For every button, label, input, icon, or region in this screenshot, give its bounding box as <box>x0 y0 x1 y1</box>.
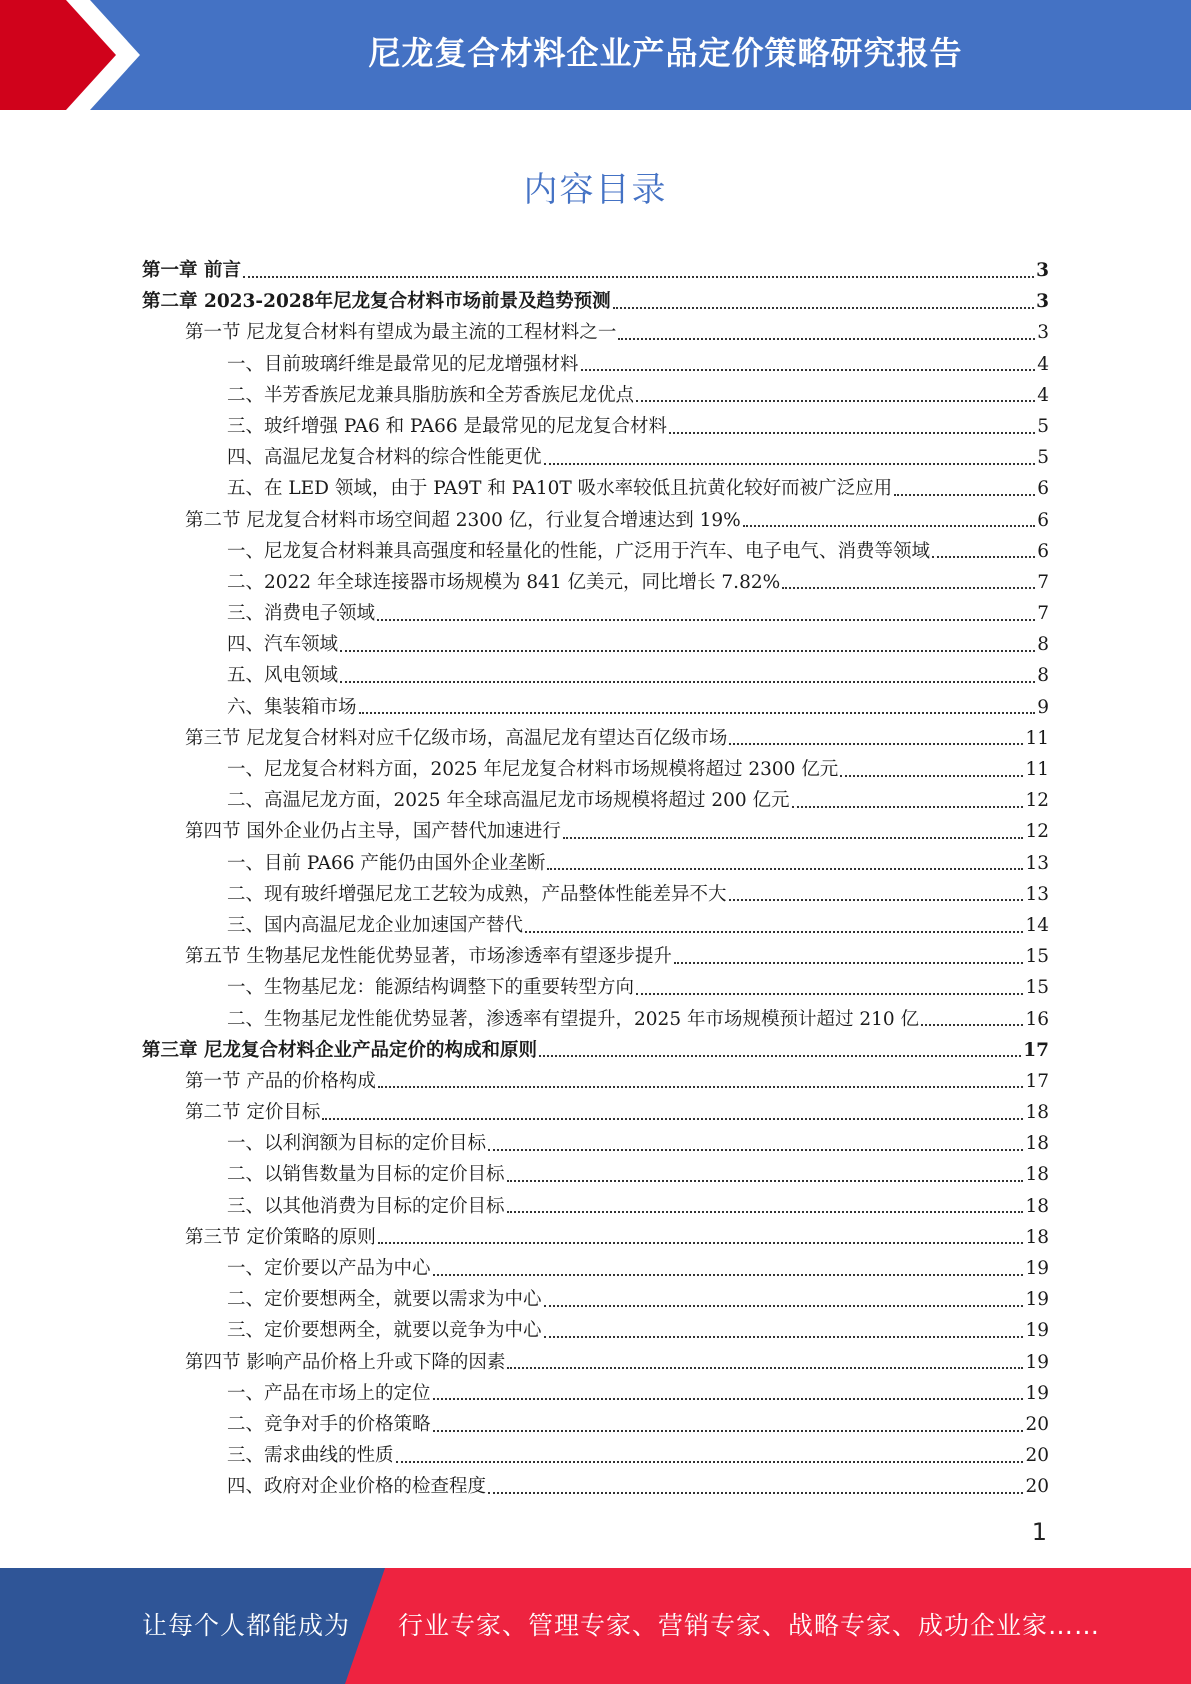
toc-entry-text: 第三节 定价策略的原则 <box>185 1226 376 1248</box>
toc-dot-leader <box>636 993 1023 995</box>
toc-page-number: 13 <box>1025 883 1049 905</box>
toc-page-number: 6 <box>1037 478 1049 500</box>
toc-dot-leader <box>544 1305 1024 1307</box>
toc-dot-leader <box>782 587 1035 589</box>
toc-chapter-entry[interactable] <box>142 1035 1049 1066</box>
toc-subsection-entry[interactable] <box>142 1409 1049 1440</box>
toc-entry-text: 一、目前玻璃纤维是最常见的尼龙增强材料 <box>227 353 579 375</box>
toc-subsection-entry[interactable] <box>142 848 1049 879</box>
toc-dot-leader <box>544 1336 1024 1338</box>
toc-dot-leader <box>378 1242 1024 1244</box>
toc-entry-text: 第一节 尼龙复合材料有望成为最主流的工程材料之一 <box>185 322 617 344</box>
toc-subsection-entry[interactable] <box>142 1440 1049 1471</box>
toc-entry-text: 第三章 尼龙复合材料企业产品定价的构成和原则 <box>142 1039 537 1061</box>
toc-dot-leader <box>243 276 1034 278</box>
toc-page-number: 19 <box>1025 1382 1049 1404</box>
toc-entry-text: 二、定价要想两全，就要以需求为中心 <box>227 1289 542 1311</box>
toc-dot-leader <box>840 775 1023 777</box>
toc-dot-leader <box>792 806 1024 808</box>
toc-subsection-entry[interactable] <box>142 972 1049 1003</box>
toc-dot-leader <box>563 837 1024 839</box>
toc-heading: 内容目录 <box>523 170 668 210</box>
toc-subsection-entry[interactable] <box>142 411 1049 442</box>
toc-dot-leader <box>433 1274 1024 1276</box>
toc-entry-text: 第二章 2023-2028年尼龙复合材料市场前景及趋势预测 <box>142 291 611 313</box>
toc-dot-leader <box>396 1461 1024 1463</box>
toc-dot-leader <box>729 743 1023 745</box>
toc-section-entry[interactable] <box>142 816 1049 847</box>
toc-subsection-entry[interactable] <box>142 1191 1049 1222</box>
toc-chapter-entry[interactable] <box>142 286 1049 317</box>
toc-entry-text: 第四节 影响产品价格上升或下降的因素 <box>185 1351 506 1373</box>
toc-page-number: 19 <box>1025 1351 1049 1373</box>
toc-page-number: 5 <box>1037 447 1049 469</box>
toc-section-entry[interactable] <box>142 505 1049 536</box>
toc-subsection-entry[interactable] <box>142 349 1049 380</box>
toc-dot-leader <box>618 338 1035 340</box>
toc-section-entry[interactable] <box>142 1222 1049 1253</box>
toc-entry-text: 三、以其他消费为目标的定价目标 <box>227 1195 505 1217</box>
toc-section-entry[interactable] <box>142 1097 1049 1128</box>
toc-dot-leader <box>581 369 1036 371</box>
toc-entry-text: 二、生物基尼龙性能优势显著，渗透率有望提升，2025 年市场规模预计超过 210 亿 <box>227 1008 920 1030</box>
toc-entry-text: 二、2022 年全球连接器市场规模为 841 亿美元，同比增长 7.82% <box>227 571 781 593</box>
toc-section-entry[interactable] <box>142 317 1049 348</box>
toc-page-number: 8 <box>1037 634 1049 656</box>
toc-page-number: 15 <box>1025 977 1049 999</box>
toc-subsection-entry[interactable] <box>142 910 1049 941</box>
footer-slogan-right: 行业专家、管理专家、营销专家、战略专家、成功企业家…… <box>398 1611 1101 1640</box>
toc-entry-text: 四、汽车领域 <box>227 634 339 656</box>
toc-entry-text: 一、产品在市场上的定位 <box>227 1382 431 1404</box>
toc-subsection-entry[interactable] <box>142 660 1049 691</box>
toc-section-entry[interactable] <box>142 723 1049 754</box>
toc-entry-text: 二、以销售数量为目标的定价目标 <box>227 1164 505 1186</box>
toc-page-number: 9 <box>1037 696 1049 718</box>
toc-subsection-entry[interactable] <box>142 754 1049 785</box>
toc-page-number: 6 <box>1037 540 1049 562</box>
toc-entry-text: 三、定价要想两全，就要以竞争为中心 <box>227 1320 542 1342</box>
toc-entry-text: 第四节 国外企业仍占主导，国产替代加速进行 <box>185 821 561 843</box>
toc-page-number: 4 <box>1037 353 1049 375</box>
toc-entry-text: 六、集装箱市场 <box>227 696 357 718</box>
toc-dot-leader <box>729 899 1024 901</box>
toc-subsection-entry[interactable] <box>142 598 1049 629</box>
toc-dot-leader <box>378 1086 1024 1088</box>
toc-dot-leader <box>507 1180 1024 1182</box>
toc-page-number: 18 <box>1025 1133 1049 1155</box>
toc-page-number: 19 <box>1025 1258 1049 1279</box>
toc-entry-text: 第三节 尼龙复合材料对应千亿级市场，高温尼龙有望达百亿级市场 <box>185 727 728 749</box>
table-of-contents <box>142 255 1049 1503</box>
toc-subsection-entry[interactable] <box>142 1315 1049 1346</box>
toc-dot-leader <box>921 1024 1023 1026</box>
toc-dot-leader <box>932 556 1035 558</box>
footer-slogan-left: 让每个人都能成为 <box>142 1611 351 1640</box>
toc-entry-text: 二、半芳香族尼龙兼具脂肪族和全芳香族尼龙优点 <box>227 384 635 406</box>
toc-page-number: 18 <box>1025 1102 1049 1124</box>
toc-entry-text: 三、玻纤增强 PA6 和 PA66 是最常见的尼龙复合材料 <box>227 415 668 437</box>
toc-subsection-entry[interactable] <box>142 442 1049 473</box>
toc-entry-text: 二、竞争对手的价格策略 <box>227 1413 431 1435</box>
toc-dot-leader <box>359 712 1036 714</box>
toc-page-number: 14 <box>1025 914 1049 936</box>
toc-subsection-entry[interactable] <box>142 785 1049 816</box>
toc-page-number: 18 <box>1025 1226 1049 1248</box>
toc-page-number: 4 <box>1037 384 1049 406</box>
toc-entry-text: 第五节 生物基尼龙性能优势显著，市场渗透率有望逐步提升 <box>185 946 672 968</box>
toc-page-number: 19 <box>1025 1289 1049 1311</box>
toc-dot-leader <box>669 432 1035 434</box>
toc-page-number: 20 <box>1025 1445 1049 1467</box>
toc-entry-text: 五、风电领域 <box>227 665 339 687</box>
toc-page-number: 18 <box>1025 1164 1049 1186</box>
toc-page-number: 18 <box>1025 1195 1049 1217</box>
toc-entry-text: 三、需求曲线的性质 <box>227 1445 394 1467</box>
toc-page-number: 7 <box>1037 571 1049 593</box>
toc-dot-leader <box>507 1367 1023 1369</box>
toc-page-number: 13 <box>1025 852 1049 874</box>
toc-page-number: 5 <box>1037 415 1049 437</box>
toc-page-number: 8 <box>1037 665 1049 687</box>
page-number: 1 <box>1031 1518 1047 1546</box>
toc-dot-leader <box>894 494 1035 496</box>
report-title: 尼龙复合材料企业产品定价策略研究报告 <box>368 34 963 72</box>
toc-dot-leader <box>547 868 1023 870</box>
toc-dot-leader <box>340 650 1035 652</box>
header-chevron-shape <box>0 0 160 110</box>
toc-entry-text: 一、尼龙复合材料兼具高强度和轻量化的性能，广泛用于汽车、电子电气、消费等领域 <box>227 540 931 562</box>
toc-entry-text: 第一章 前言 <box>142 260 241 281</box>
page-header <box>0 0 1191 110</box>
toc-page-number: 20 <box>1025 1413 1049 1435</box>
toc-page-number: 3 <box>1036 260 1049 281</box>
toc-subsection-entry[interactable] <box>142 1471 1049 1502</box>
toc-dot-leader <box>544 463 1036 465</box>
toc-subsection-entry[interactable] <box>142 692 1049 723</box>
toc-entry-text: 一、尼龙复合材料方面，2025 年尼龙复合材料市场规模将超过 2300 亿元 <box>227 759 839 780</box>
toc-page-number: 15 <box>1025 946 1049 968</box>
toc-entry-text: 四、高温尼龙复合材料的综合性能更优 <box>227 447 542 469</box>
toc-subsection-entry[interactable] <box>142 1378 1049 1409</box>
toc-entry-text: 二、现有玻纤增强尼龙工艺较为成熟，产品整体性能差异不大 <box>227 883 727 905</box>
toc-entry-text: 第二节 尼龙复合材料市场空间超 2300 亿，行业复合增速达到 19% <box>185 509 741 531</box>
toc-dot-leader <box>433 1430 1024 1432</box>
toc-page-number: 6 <box>1037 509 1049 531</box>
toc-dot-leader <box>525 931 1023 933</box>
toc-subsection-entry[interactable] <box>142 629 1049 660</box>
toc-subsection-entry[interactable] <box>142 1004 1049 1035</box>
toc-page-number: 12 <box>1025 821 1049 843</box>
toc-dot-leader <box>743 525 1035 527</box>
toc-dot-leader <box>377 619 1035 621</box>
toc-page-number: 12 <box>1025 790 1049 812</box>
toc-page-number: 17 <box>1023 1039 1049 1061</box>
toc-page-number: 17 <box>1025 1070 1049 1092</box>
toc-subsection-entry[interactable] <box>142 536 1049 567</box>
toc-entry-text: 一、生物基尼龙：能源结构调整下的重要转型方向 <box>227 977 635 999</box>
toc-dot-leader <box>322 1118 1023 1120</box>
toc-page-number: 11 <box>1025 759 1049 780</box>
toc-subsection-entry[interactable] <box>142 473 1049 504</box>
toc-entry-text: 三、国内高温尼龙企业加速国产替代 <box>227 914 524 936</box>
toc-section-entry[interactable] <box>142 941 1049 972</box>
toc-entry-text: 二、高温尼龙方面，2025 年全球高温尼龙市场规模将超过 200 亿元 <box>227 790 790 812</box>
toc-dot-leader <box>636 400 1035 402</box>
toc-subsection-entry[interactable] <box>142 1253 1049 1284</box>
toc-subsection-entry[interactable] <box>142 1159 1049 1190</box>
page-footer <box>0 1568 1191 1684</box>
toc-page-number: 7 <box>1037 603 1049 625</box>
toc-section-entry[interactable] <box>142 1066 1049 1097</box>
toc-page-number: 16 <box>1025 1008 1049 1030</box>
toc-page-number: 3 <box>1037 322 1049 344</box>
toc-subsection-entry[interactable] <box>142 380 1049 411</box>
toc-page-number: 20 <box>1025 1476 1049 1498</box>
toc-entry-text: 一、目前 PA66 产能仍由国外企业垄断 <box>227 852 546 874</box>
toc-subsection-entry[interactable] <box>142 1128 1049 1159</box>
toc-dot-leader <box>507 1211 1024 1213</box>
toc-dot-leader <box>340 681 1035 683</box>
toc-chapter-entry[interactable] <box>142 255 1049 286</box>
toc-entry-text: 四、政府对企业价格的检查程度 <box>227 1476 487 1498</box>
toc-section-entry[interactable] <box>142 1347 1049 1378</box>
toc-entry-text: 一、以利润额为目标的定价目标 <box>227 1133 487 1155</box>
toc-entry-text: 第二节 定价目标 <box>185 1102 321 1124</box>
toc-entry-text: 三、消费电子领域 <box>227 603 376 625</box>
toc-dot-leader <box>539 1055 1021 1057</box>
toc-dot-leader <box>488 1149 1023 1151</box>
toc-dot-leader <box>613 307 1035 309</box>
toc-entry-text: 一、定价要以产品为中心 <box>227 1258 431 1279</box>
toc-page-number: 19 <box>1025 1320 1049 1342</box>
toc-entry-text: 五、在 LED 领域，由于 PA9T 和 PA10T 吸水率较低且抗黄化较好而被广泛应用 <box>227 478 893 500</box>
toc-dot-leader <box>433 1398 1024 1400</box>
toc-page-number: 3 <box>1036 291 1049 313</box>
toc-subsection-entry[interactable] <box>142 1284 1049 1315</box>
toc-dot-leader <box>488 1492 1023 1494</box>
toc-entry-text: 第一节 产品的价格构成 <box>185 1070 376 1092</box>
toc-dot-leader <box>674 962 1024 964</box>
toc-subsection-entry[interactable] <box>142 567 1049 598</box>
toc-subsection-entry[interactable] <box>142 879 1049 910</box>
toc-page-number: 11 <box>1025 727 1049 749</box>
